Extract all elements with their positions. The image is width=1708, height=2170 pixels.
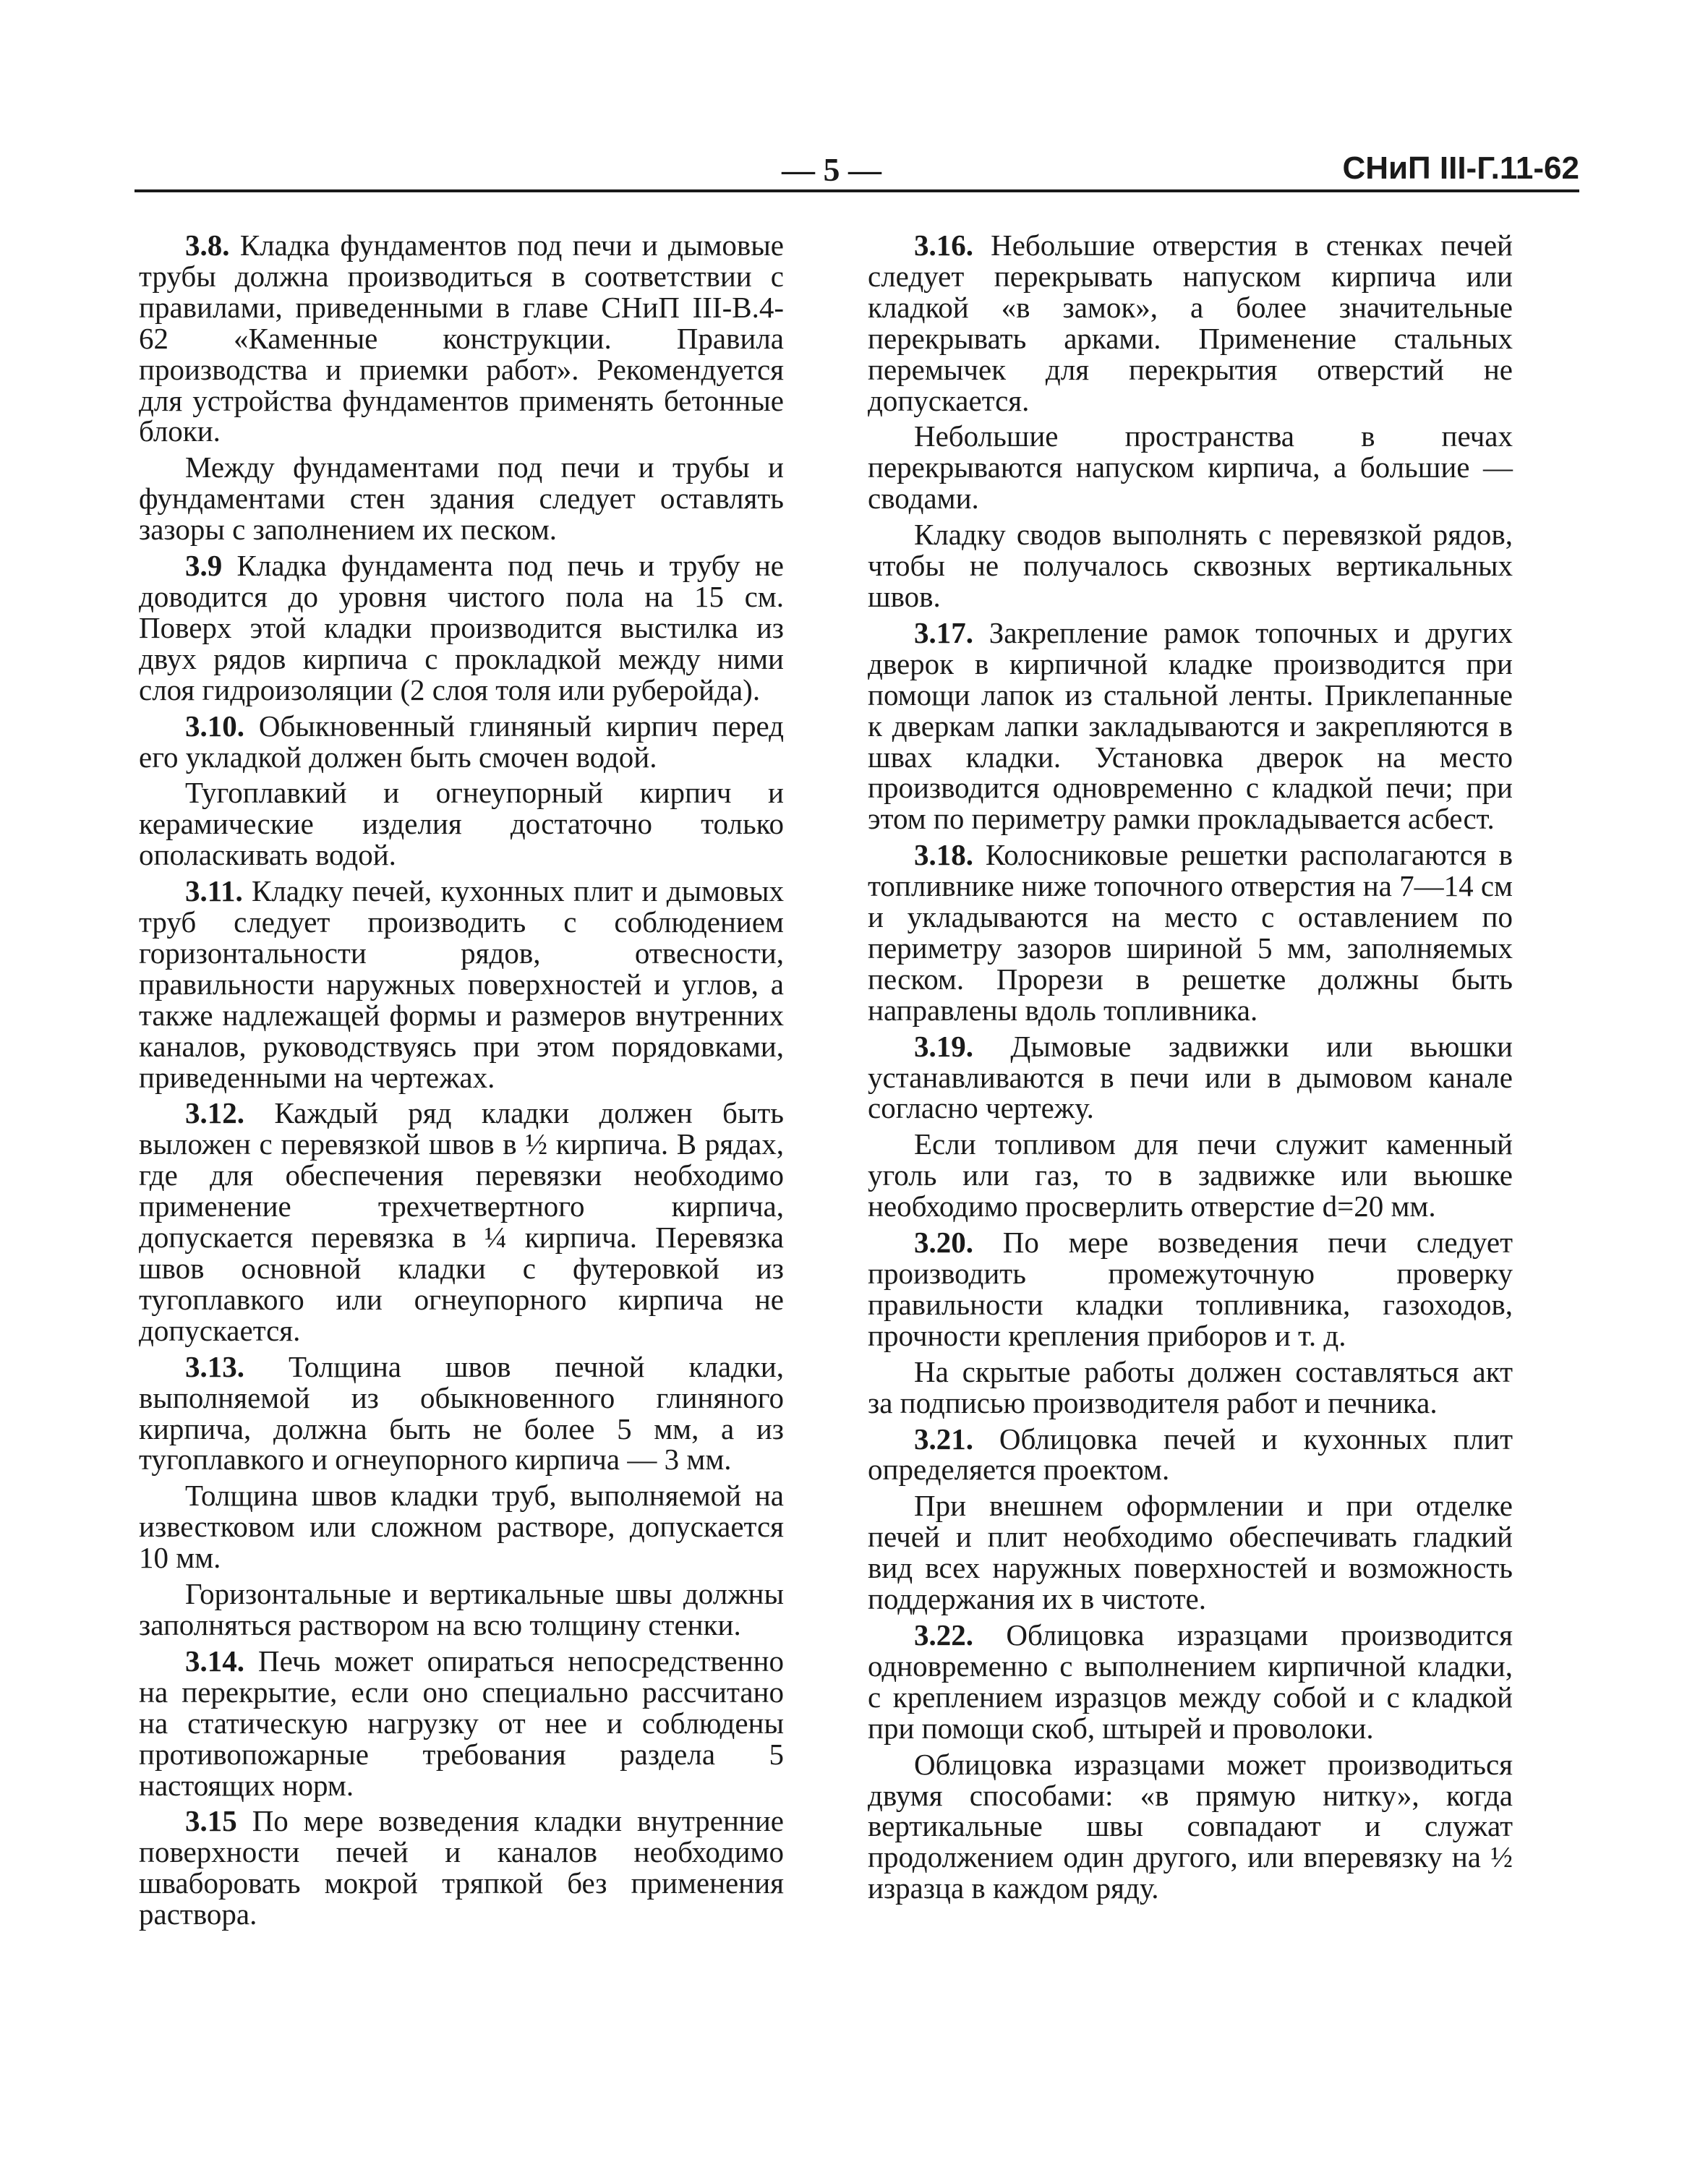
- paragraph-3-15: [139, 1806, 784, 1930]
- clause-number: 3.15: [185, 1804, 237, 1838]
- paragraph-text: Обыкновенный глиняный кирпич перед его укладкой должен быть смочен водой.: [139, 709, 784, 774]
- paragraph-text: Кладку печей, кухонных плит и дымовых труб следует производить с соблюдением горизонтальности рядов, отвесности, правильности наружных поверхностей и углов, а также надлежащей формы и размеров внутренних каналов, руководствуясь при этом порядовками, приведенными на чертежах.: [139, 874, 784, 1094]
- paragraph-text: Кладка фундаментов под печи и дымовые трубы должна производиться в соответствии с правилами, приведенными в главе СНиП III-В.4-62 «Каменные конструкции. Правила производства и приемки работ». Рекомендуется для устройства фундаментов применять бетонные блоки.: [139, 228, 784, 448]
- paragraph-text: Небольшие отверстия в стенках печей следует перекрывать напуском кирпича или кладкой «в замок», а более значительные перекрывать арками. Применение стальных перемычек для перекрытия отверстий не допускается.: [868, 228, 1513, 417]
- paragraph-text: Облицовка изразцами может производиться двумя способами: «в прямую нитку», когда вертикальные швы совпадают и служат продолжением один другого, или вперевязку на ½ изразца в каждом ряду.: [868, 1747, 1513, 1905]
- paragraph-text: Печь может опираться непосредственно на перекрытие, если оно специально рассчитано на статическую нагрузку от нее и соблюдены противопожарные требования раздела 5 настоящих норм.: [139, 1644, 784, 1802]
- paragraph-3-21: [868, 1424, 1513, 1486]
- paragraph-text: Тугоплавкий и огнеупорный кирпич и керамические изделия достаточно только ополаскивать водой.: [139, 776, 784, 872]
- paragraph-3-22-cont: [868, 1749, 1513, 1905]
- paragraph-text: Толщина швов печной кладки, выполняемой из обыкновенного глиняного кирпича, должна быть не более 5 мм, а из тугоплавкого и огнеупорного кирпича — 3 мм.: [139, 1349, 784, 1477]
- paragraph-3-8: [139, 230, 784, 447]
- clause-number: 3.14.: [185, 1644, 244, 1678]
- paragraph-text: Закрепление рамок топочных и других дверок в кирпичной кладке производится при помощи лапок из стальной ленты. Приклепанные к дверкам лапки закладываются и закрепляются в швах кладки. Установка дверок на место производится одновременно с кладкой печи; при этом по периметру рамки прокладывается асбест.: [868, 615, 1513, 836]
- paragraph-text: На скрытые работы должен составляться акт за подписью производителя работ и печника.: [868, 1354, 1513, 1419]
- paragraph-3-16: [868, 230, 1513, 416]
- paragraph-text: Небольшие пространства в печах перекрываются напуском кирпича, а большие — сводами.: [868, 419, 1513, 516]
- paragraph-3-19: [868, 1031, 1513, 1124]
- paragraph-text: Толщина швов кладки труб, выполняемой на известковом или сложном растворе, допускается 10 мм.: [139, 1479, 784, 1575]
- paragraph-3-22: [868, 1620, 1513, 1744]
- paragraph-text: Облицовка печей и кухонных плит определяется проектом.: [868, 1422, 1513, 1487]
- clause-number: 3.19.: [914, 1029, 973, 1063]
- clause-number: 3.11.: [185, 874, 243, 908]
- paragraph-3-16-cont-2: [868, 519, 1513, 612]
- document-code: СНиП III-Г.11-62: [1342, 150, 1579, 186]
- paragraph-3-11: [139, 876, 784, 1093]
- paragraph-text: Горизонтальные и вертикальные швы должны заполняться раствором на всю толщину стенки.: [139, 1577, 784, 1641]
- paragraph-3-17: [868, 615, 1513, 836]
- clause-number: 3.17.: [914, 615, 973, 649]
- paragraph-3-8-cont: [139, 452, 784, 545]
- clause-number: 3.16.: [914, 228, 973, 262]
- paragraph-3-14: [139, 1646, 784, 1801]
- clause-number: 3.8.: [185, 228, 230, 262]
- page-number: — 5 —: [782, 151, 881, 188]
- paragraph-text: Облицовка изразцами производится одновременно с выполнением кирпичной кладки, с креплением изразцов между собой и с кладкой при помощи скоб, штырей и проволоки.: [868, 1618, 1513, 1745]
- clause-number: 3.10.: [185, 709, 244, 743]
- paragraph-text: Если топливом для печи служит каменный уголь или газ, то в задвижке или вьюшке необходимо просверлить отверстие d=20 мм.: [868, 1127, 1513, 1223]
- paragraph-text: Колосниковые решетки располагаются в топливнике ниже топочного отверстия на 7—14 см и укладываются на место с оставлением по периметру зазоров шириной 5 мм, заполняемых песком. Прорези в решетке должны быть направлены вдоль топливника.: [868, 838, 1513, 1027]
- clause-number: 3.18.: [914, 838, 973, 872]
- paragraph-3-12: [139, 1098, 784, 1346]
- paragraph-text: При внешнем оформлении и при отделке печей и плит необходимо обеспечивать гладкий вид всех наружных поверхностей и возможность поддержания их в чистоте.: [868, 1489, 1513, 1616]
- paragraph-text: Кладку сводов выполнять с перевязкой рядов, чтобы не получалось сквозных вертикальных швов.: [868, 518, 1513, 613]
- paragraph-3-19-cont: [868, 1129, 1513, 1222]
- clause-number: 3.13.: [185, 1349, 244, 1383]
- clause-number: 3.20.: [914, 1226, 973, 1260]
- paragraph-text: По мере возведения печи следует производить промежуточную проверку правильности кладки топливника, газоходов, прочности крепления приборов и т. д.: [868, 1226, 1513, 1352]
- paragraph-3-18: [868, 840, 1513, 1025]
- paragraph-3-16-cont-1: [868, 421, 1513, 514]
- paragraph-text: По мере возведения кладки внутренние поверхности печей и каналов необходимо шваборовать мокрой тряпкой без применения раствора.: [139, 1804, 784, 1931]
- paragraph-text: Каждый ряд кладки должен быть выложен с перевязкой швов в ½ кирпича. В рядах, где для обеспечения перевязки необходимо применение трехчетвертного кирпича, допускается перевязка в ¼ кирпича. Перевязка швов основной кладки с футеровкой из тугоплавкого или огнеупорного кирпича не допускается.: [139, 1096, 784, 1347]
- clause-number: 3.9: [185, 549, 223, 583]
- clause-number: 3.12.: [185, 1096, 244, 1130]
- paragraph-3-21-cont: [868, 1490, 1513, 1615]
- clause-number: 3.22.: [914, 1618, 973, 1652]
- paragraph-text: Дымовые задвижки или вьюшки устанавливаются в печи или в дымовом канале согласно чертежу.: [868, 1029, 1513, 1125]
- right-column: [868, 230, 1513, 1909]
- paragraph-text: Между фундаментами под печи и трубы и фундаментами стен здания следует оставлять зазоры с заполнением их песком.: [139, 450, 784, 547]
- paragraph-3-9: [139, 550, 784, 706]
- paragraph-3-20: [868, 1227, 1513, 1351]
- paragraph-3-13-cont-1: [139, 1480, 784, 1573]
- paragraph-text: Кладка фундамента под печь и трубу не доводится до уровня чистого пола на 15 см. Поверх этой кладки производится выстилка из двух рядов кирпича с прокладкой между ними слоя гидроизоляции (2 слоя толя или руберойда).: [139, 549, 784, 706]
- paragraph-3-20-cont: [868, 1354, 1513, 1419]
- left-column: [139, 230, 784, 1935]
- clause-number: 3.21.: [914, 1422, 973, 1456]
- paragraph-3-13-cont-2: [139, 1579, 784, 1641]
- paragraph-3-10-cont: [139, 777, 784, 871]
- paragraph-3-13: [139, 1351, 784, 1476]
- paragraph-3-10: [139, 711, 784, 773]
- header-rule: [134, 189, 1579, 192]
